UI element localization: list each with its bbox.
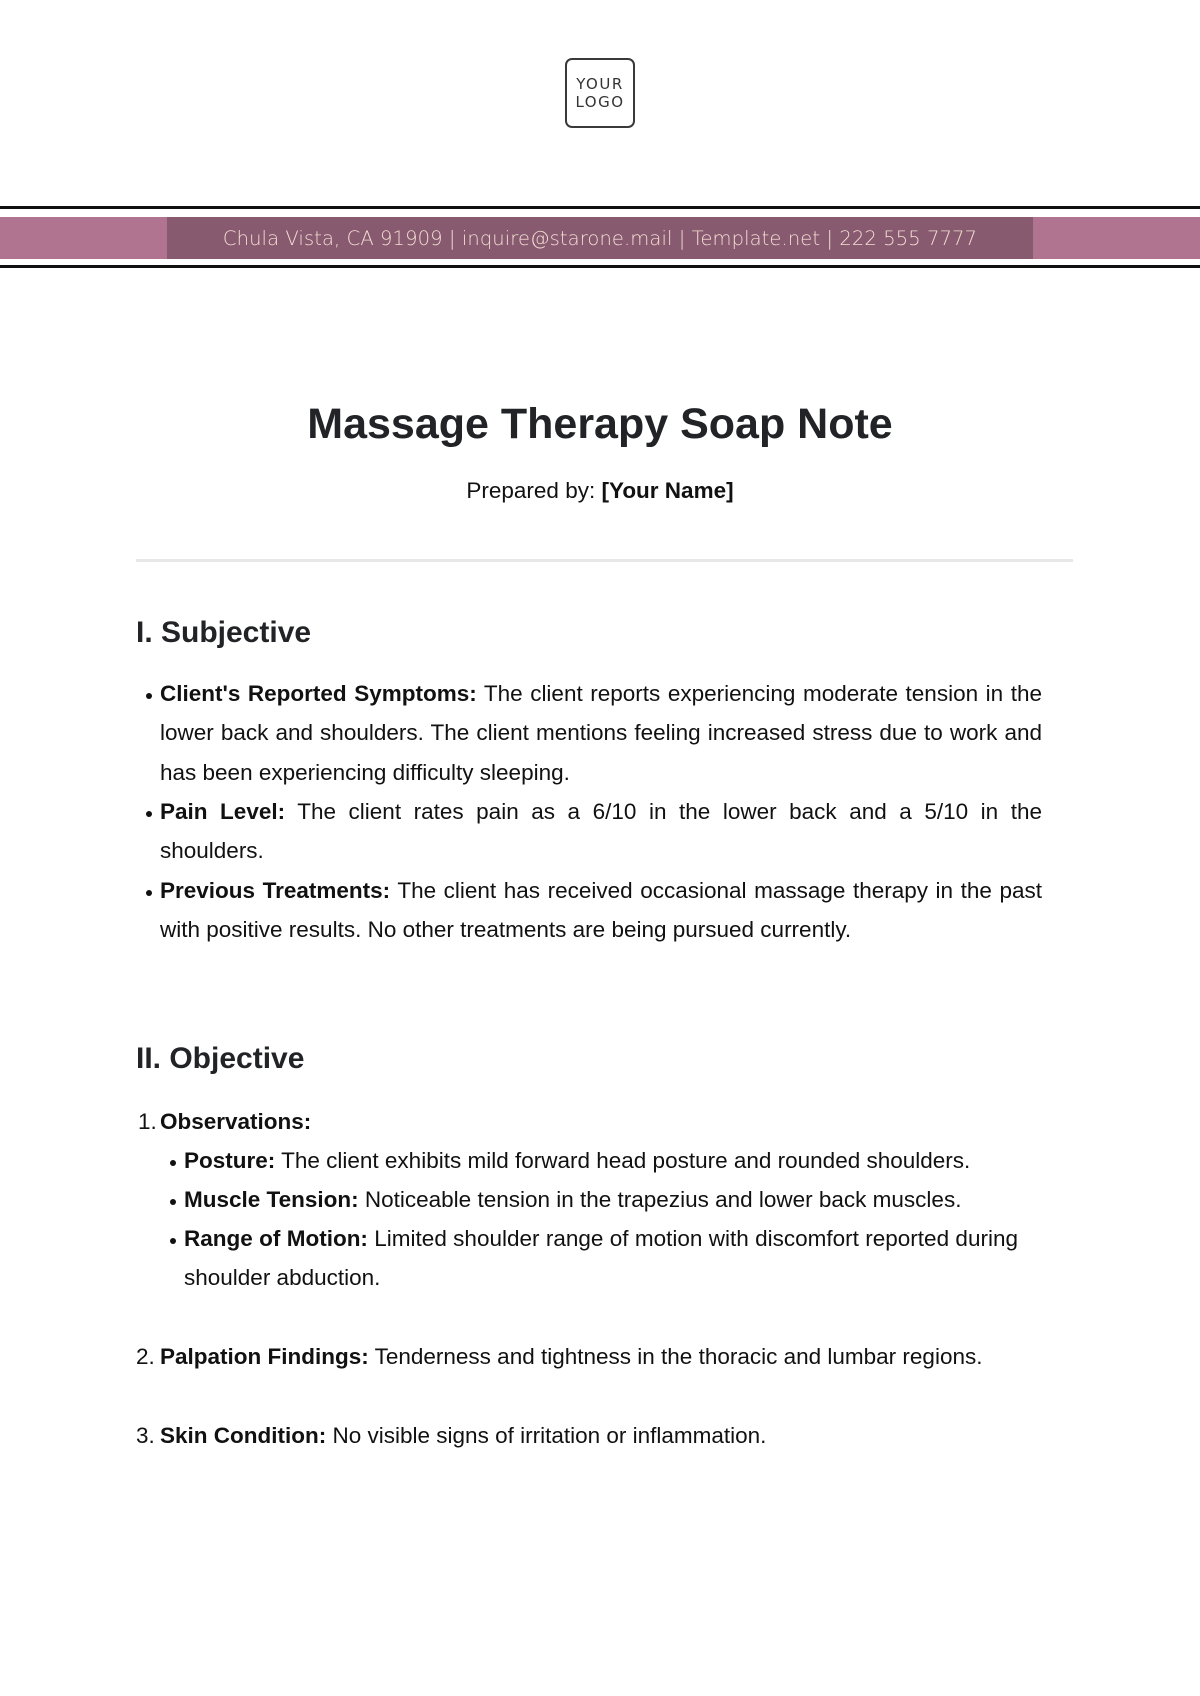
item-text: Limited shoulder range of motion with discomfort reported during shoulder abduction.: [184, 1226, 1018, 1291]
item-label: Muscle Tension:: [184, 1187, 359, 1212]
list-number: 3.: [136, 1423, 155, 1448]
item-label: Pain Level:: [160, 799, 286, 824]
contact-band: [0, 217, 1200, 259]
item-text: The client rates pain as a 6/10 in the lower back and a 5/10 in the shoulders.: [160, 799, 1042, 864]
list-item-reported-symptoms: [160, 674, 1042, 792]
section-heading-objective: II. Objective: [136, 1042, 305, 1075]
contact-info: Chula Vista, CA 91909 | inquire@starone.mail | Template.net | 222 555 7777: [222, 226, 978, 250]
list-item-palpation-findings: [160, 1337, 1060, 1376]
item-text: Tenderness and tightness in the thoracic and lumbar regions.: [374, 1344, 983, 1369]
bullet-icon: [146, 693, 152, 699]
subitem-muscle-tension: [184, 1180, 1018, 1219]
title-divider: [136, 559, 1073, 562]
list-item-previous-treatments: [160, 871, 1042, 950]
item-text: The client reports experiencing moderate tension in the lower back and shoulders. The client mentions feeling increased stress due to work and has been experiencing difficulty sleeping.: [160, 681, 1042, 785]
bullet-icon: [170, 1199, 176, 1205]
bullet-icon: [146, 811, 152, 817]
item-label: Skin Condition:: [160, 1423, 327, 1448]
company-logo: [565, 58, 635, 128]
list-number: 1.: [138, 1109, 157, 1134]
item-text: The client exhibits mild forward head posture and rounded shoulders.: [281, 1148, 971, 1173]
list-item-skin-condition: [160, 1416, 1060, 1455]
header-rule-top: [0, 206, 1200, 209]
prepared-by: [0, 478, 1200, 504]
item-label: Observations:: [160, 1109, 312, 1134]
bullet-icon: [146, 890, 152, 896]
section-heading-subjective: I. Subjective: [136, 616, 312, 649]
list-item-pain-level: [160, 792, 1042, 871]
subitem-range-of-motion: [184, 1219, 1018, 1298]
item-label: Posture:: [184, 1148, 276, 1173]
bullet-icon: [170, 1160, 176, 1166]
contact-band-inner: [167, 217, 1033, 259]
item-text: Noticeable tension in the trapezius and lower back muscles.: [364, 1187, 962, 1212]
header-rule-bottom: [0, 265, 1200, 268]
list-number: 2.: [136, 1344, 155, 1369]
list-item-observations: [160, 1102, 1042, 1141]
prepared-by-name: [Your Name]: [601, 478, 734, 503]
item-label: Palpation Findings:: [160, 1344, 369, 1369]
bullet-icon: [170, 1238, 176, 1244]
prepared-by-label: Prepared by:: [466, 478, 596, 503]
subitem-posture: [184, 1141, 1018, 1180]
item-label: Previous Treatments:: [160, 878, 391, 903]
item-label: Client's Reported Symptoms:: [160, 681, 477, 706]
item-text: No visible signs of irritation or inflammation.: [332, 1423, 767, 1448]
document-title: Massage Therapy Soap Note: [307, 400, 893, 448]
item-label: Range of Motion:: [184, 1226, 368, 1251]
item-text: The client has received occasional massage therapy in the past with positive results. No other treatments are being pursued currently.: [160, 878, 1042, 943]
logo-text-line1: YOUR: [576, 75, 624, 93]
logo-text-line2: LOGO: [575, 93, 625, 111]
